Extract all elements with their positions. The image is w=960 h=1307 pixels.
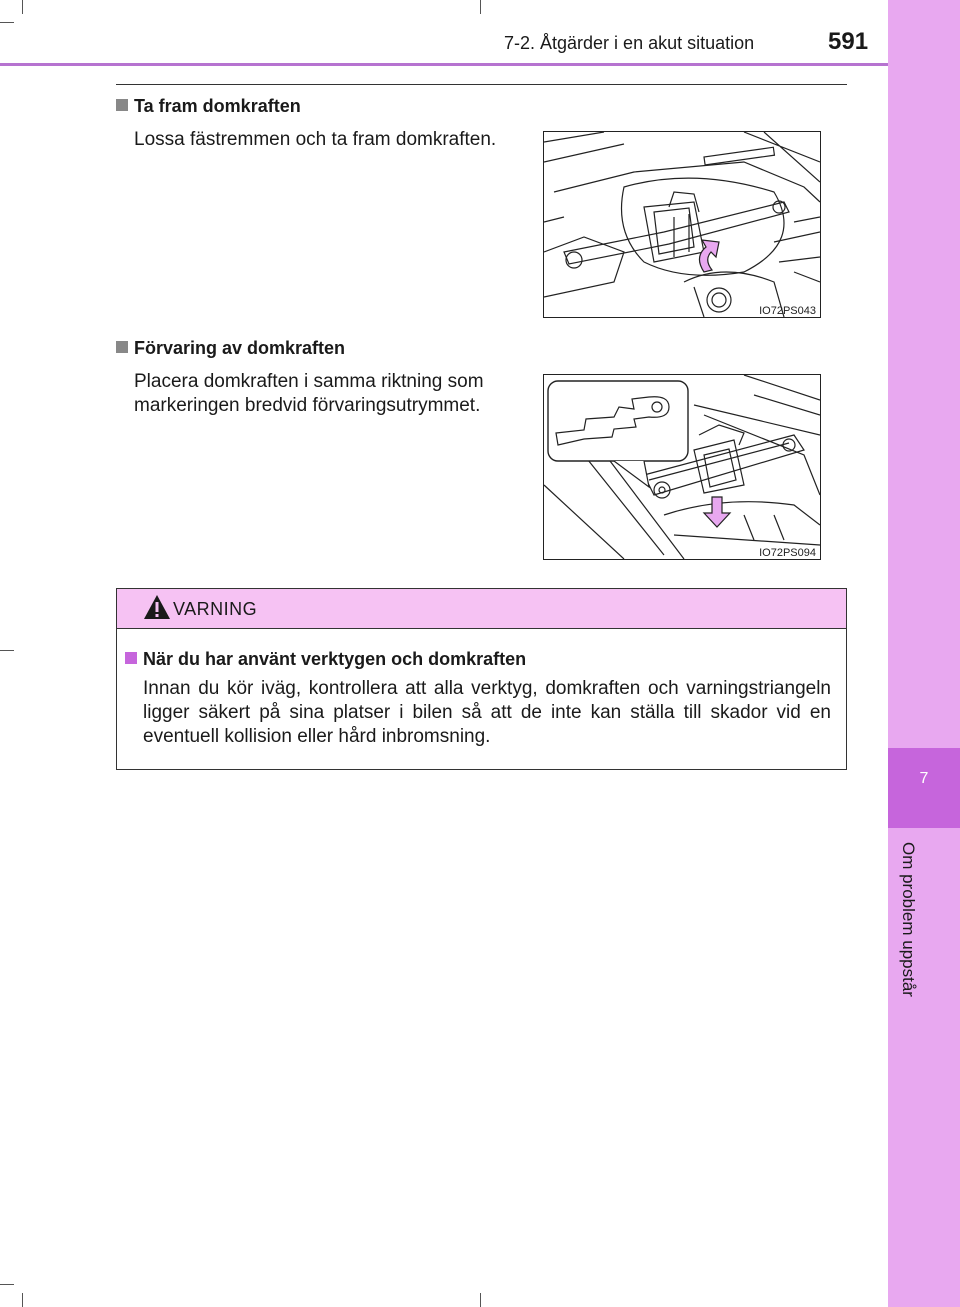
warning-label: VARNING	[173, 599, 258, 619]
section-heading-text: Förvaring av domkraften	[134, 338, 346, 358]
chapter-title-text: Om problem uppstår	[899, 842, 918, 997]
jack-storage-illustration	[544, 375, 820, 559]
section-square-icon	[116, 99, 128, 111]
warning-triangle-icon	[143, 593, 171, 621]
section-body-2	[134, 370, 484, 418]
section-body-line: Placera domkraften i samma riktning som	[134, 371, 484, 392]
section-body-line: markeringen bredvid förvaringsutrymmet.	[134, 395, 481, 416]
crop-mark	[480, 0, 481, 14]
section-heading-1	[116, 96, 301, 117]
section-heading-text: Ta fram domkraften	[134, 96, 301, 116]
jack-removal-illustration	[544, 132, 820, 317]
warning-text: Innan du kör iväg, kontrollera att alla verktyg, domkraften och varningstriangeln ligger säkert på sina platser i bilen så att de inte kan ställa till skador vid en eventuell kollision eller hård inbromsning.	[143, 678, 831, 747]
warning-header	[117, 589, 846, 629]
crop-mark	[0, 22, 14, 23]
crop-mark	[22, 0, 23, 14]
crop-mark	[0, 1284, 14, 1285]
figure-jack-removal	[543, 131, 821, 318]
chapter-number: 7	[919, 770, 929, 787]
section-heading-2	[116, 338, 345, 359]
crop-mark	[0, 650, 14, 651]
figure-code: IO72PS043	[759, 305, 816, 317]
page-number: 591	[828, 28, 869, 55]
section-title: 7-2. Åtgärder i en akut situation	[504, 33, 755, 53]
crop-mark	[22, 1293, 23, 1307]
section-square-icon	[125, 652, 137, 664]
chapter-tab-column	[888, 0, 960, 1307]
header-divider	[0, 63, 888, 66]
section-square-icon	[116, 341, 128, 353]
arrow-down-icon	[704, 497, 730, 527]
warning-heading-text: När du har använt verktygen och domkraften	[143, 649, 527, 669]
chapter-tab-active	[888, 748, 960, 828]
content-rule	[116, 84, 847, 85]
section-body-1: Lossa fästremmen och ta fram domkraften.	[134, 129, 497, 150]
figure-jack-storage	[543, 374, 821, 560]
chapter-title	[900, 842, 920, 1032]
warning-heading	[125, 649, 526, 670]
figure-code: IO72PS094	[759, 547, 816, 559]
crop-mark	[480, 1293, 481, 1307]
warning-box	[116, 588, 847, 770]
